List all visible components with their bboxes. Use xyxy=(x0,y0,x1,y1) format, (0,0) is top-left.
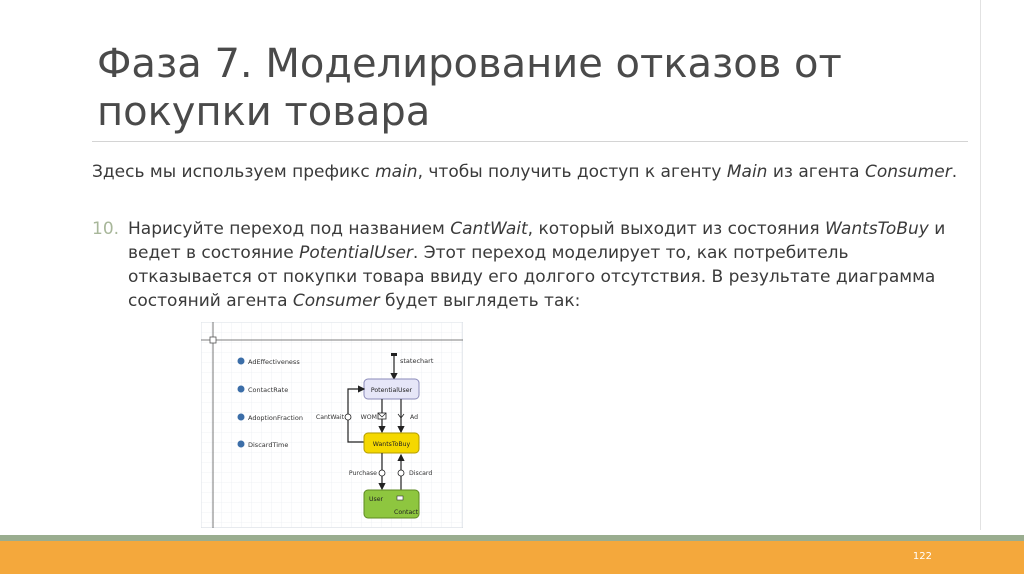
list-item-number: 10. xyxy=(92,219,120,239)
statechart-diagram xyxy=(201,322,463,528)
page-number: 122 xyxy=(912,551,932,562)
envelope-icon xyxy=(397,496,403,500)
transition-discard-label: Discard xyxy=(409,470,433,477)
para-text-3: из агента xyxy=(767,162,865,182)
item-term-consumer: Consumer xyxy=(292,291,380,311)
para-term-main-prefix: main xyxy=(375,162,418,182)
list-item-text xyxy=(128,217,958,313)
parameter-adoption-fraction[interactable] xyxy=(238,414,303,423)
timeout-icon xyxy=(379,470,385,476)
parameter-icon xyxy=(238,414,245,421)
statechart-canvas xyxy=(201,322,463,528)
para-text-1: Здесь мы используем префикс xyxy=(92,162,376,182)
diagram-grid xyxy=(201,322,463,528)
para-text-4: . xyxy=(951,162,958,182)
title-divider xyxy=(92,141,968,142)
parameter-label: AdEffectiveness xyxy=(248,358,300,366)
item-text-5: будет выглядеть так: xyxy=(379,291,581,311)
para-term-consumer: Consumer xyxy=(865,162,952,182)
parameter-icon xyxy=(238,358,245,365)
item-text-3: и ведет в состояние xyxy=(128,219,946,263)
state-label: WantsToBuy xyxy=(372,441,411,448)
state-label: PotentialUser xyxy=(370,387,413,394)
timeout-icon xyxy=(345,414,351,420)
timeout-icon xyxy=(398,470,404,476)
state-wants-to-buy[interactable] xyxy=(364,433,419,453)
parameter-label: ContactRate xyxy=(248,386,289,394)
parameter-label: AdoptionFraction xyxy=(248,414,303,422)
state-potential-user[interactable] xyxy=(364,379,419,399)
state-label: User xyxy=(369,496,384,503)
parameter-icon xyxy=(238,441,245,448)
transition-wom-label: WOM xyxy=(360,414,377,421)
item-term-wantstobuy: WantsToBuy xyxy=(825,219,929,239)
statechart-label: statechart xyxy=(400,357,434,365)
state-user[interactable] xyxy=(364,490,419,518)
parameter-icon xyxy=(238,386,245,393)
transition-contact-label: Contact xyxy=(394,509,419,516)
parameter-label: DiscardTime xyxy=(248,441,289,449)
item-text-1: Нарисуйте переход под названием xyxy=(128,219,451,239)
transition-cantwait-label: CantWait xyxy=(315,414,344,421)
right-margin-rule xyxy=(980,0,981,530)
intro-paragraph xyxy=(92,160,962,184)
diagram-origin-marker xyxy=(210,337,216,343)
footer-bar xyxy=(0,541,1024,574)
item-text-2: , который выходит из состояния xyxy=(527,219,826,239)
transition-purchase-label: Purchase xyxy=(348,470,377,477)
para-text-2: , чтобы получить доступ к агенту xyxy=(417,162,727,182)
item-text-4: . Этот переход моделирует то, как потребитель отказывается от покупки товара ввиду его долгого отсутствия. В результате диаграмма состояний агента xyxy=(128,243,936,311)
transition-ad-label: Ad xyxy=(410,414,419,421)
slide-title: Фаза 7. Моделирование отказов от покупки товара xyxy=(97,41,842,135)
para-term-main-agent: Main xyxy=(726,162,768,182)
item-term-potentialuser: PotentialUser xyxy=(299,243,413,263)
item-term-cantwait: CantWait xyxy=(450,219,528,239)
statechart-entry-point xyxy=(391,353,397,356)
